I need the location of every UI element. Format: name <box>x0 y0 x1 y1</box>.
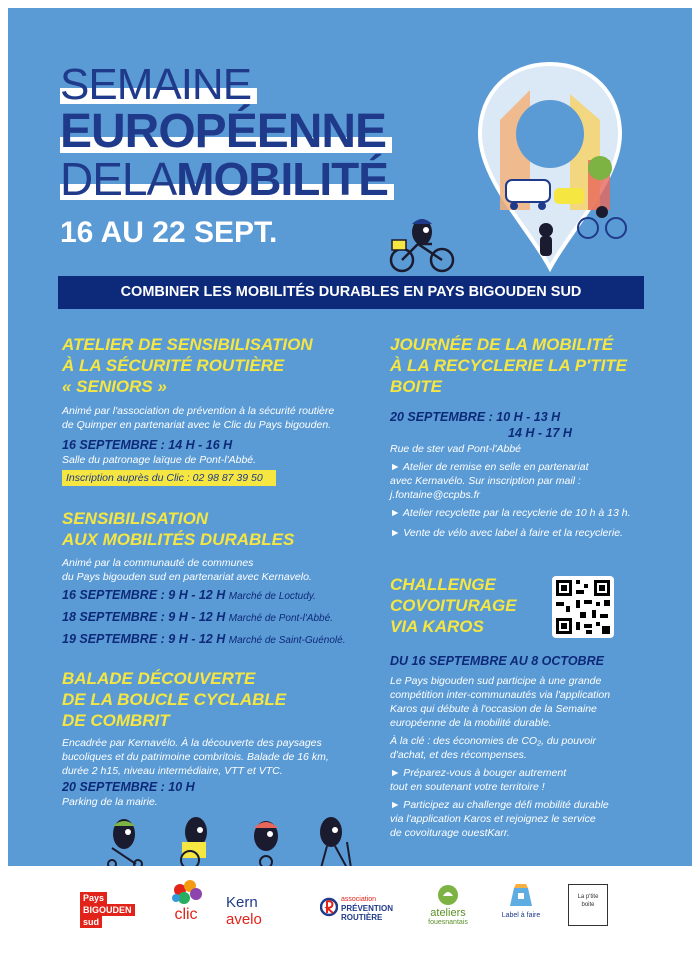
balade-date: 20 SEPTEMBRE : 10 H <box>62 780 195 794</box>
balade-description: Encadrée par Kernavélo. À la découverte des paysages bucoliques et du patrimoine combritois. Balade de 16 km, durée 2 h15, niveau intermédiaire, VTT et VTC. <box>62 737 329 777</box>
logo-recyclerie: La p'tite boite <box>568 884 608 926</box>
journee-bullet-2: ► Atelier recyclette par la recyclerie de 10 h à 13 h. <box>390 507 631 519</box>
atelier-securite-date: 16 SEPTEMBRE : 14 H - 16 H <box>62 438 233 452</box>
banner-title: COMBINER LES MOBILITÉS DURABLES EN PAYS BIGOUDEN SUD <box>58 276 644 309</box>
event-dates: 16 AU 22 SEPT. <box>60 216 278 249</box>
heading-sensibilisation: SENSIBILISATION AUX MOBILITÉS DURABLES <box>62 509 295 549</box>
journee-bullet-3: ► Vente de vélo avec label à faire et la recyclerie. <box>390 527 623 539</box>
logo-kernavelo: Kern avelo <box>226 894 262 928</box>
journee-date-2: 14 H - 17 H <box>508 426 572 440</box>
title-line-1: SEMAINE <box>60 60 251 110</box>
sensibilisation-date-1: 16 SEPTEMBRE : 9 H - 12 H Marché de Loctudy. <box>62 588 316 602</box>
logo-ateliers-fouesnantais: ateliers fouesnantais <box>420 884 476 926</box>
poster <box>8 8 692 866</box>
cyclist-character-icon <box>388 214 458 274</box>
map-pin-illustration <box>470 60 630 274</box>
title-line-2: EUROPÉENNE <box>60 104 386 159</box>
qr-code-icon[interactable] <box>552 576 614 638</box>
heading-challenge: CHALLENGE COVOITURAGE VIA KAROS <box>390 575 517 636</box>
atelier-securite-description: Animé par l'association de prévention à la sécurité routière de Quimper en partenariat avec le Clic du Pays bigouden. <box>62 405 335 431</box>
sensibilisation-date-2: 18 SEPTEMBRE : 9 H - 12 H Marché de Pont-l'Abbé. <box>62 610 333 624</box>
heading-journee-mobilite: JOURNÉE DE LA MOBILITÉ À LA RECYCLERIE LA P'TITE BOITE <box>390 335 628 396</box>
sensibilisation-date-3: 19 SEPTEMBRE : 9 H - 12 H Marché de Saint-Guénolé. <box>62 632 346 646</box>
journee-date-1: 20 SEPTEMBRE : 10 H - 13 H <box>390 410 561 424</box>
inscription-badge: Inscription auprès du Clic : 02 98 87 39 50 <box>62 470 276 486</box>
sensibilisation-description: Animé par la communauté de communes du Pays bigouden sud en partenariat avec Kernavelo. <box>62 557 312 583</box>
logo-clic: clic <box>164 878 208 924</box>
challenge-bullet-2: ► Participez au challenge défi mobilité durable via l'application Karos et rejoignez le service de covoiturage ouestKarr. <box>390 799 609 839</box>
challenge-key: À la clé : des économies de CO₂, du pouvoir d'achat, et des récompenses. <box>390 735 596 761</box>
journee-bullet-1: ► Atelier de remise en selle en partenariat avec Kernavélo. Sur inscription par mail : j.fontaine@ccpbs.fr <box>390 461 589 501</box>
challenge-date: DU 16 SEPTEMBRE AU 8 OCTOBRE <box>390 654 604 668</box>
challenge-bullet-1: ► Préparez-vous à bouger autrement tout en soutenant votre territoire ! <box>390 767 567 793</box>
logo-label-a-faire: Label à faire <box>494 880 548 919</box>
atelier-securite-place: Salle du patronage laïque de Pont-l'Abbé. <box>62 454 257 466</box>
heading-atelier-securite: ATELIER DE SENSIBILISATION À LA SÉCURITÉ ROUTIÈRE « SENIORS » <box>62 335 313 396</box>
partner-logos <box>8 866 692 963</box>
journee-place: Rue de ster vad Pont-l'Abbé <box>390 443 521 455</box>
heading-balade: BALADE DÉCOUVERTE DE LA BOUCLE CYCLABLE DE COMBRIT <box>62 669 287 730</box>
logo-pays-bigouden-sud: Pays BIGOUDEN sud <box>80 892 142 928</box>
characters-illustration <box>102 812 372 866</box>
challenge-description: Le Pays bigouden sud participe à une grande compétition inter-communautés via l'application Karos qui débute à l'occasion de la Semaine européenne de la mobilité durable. <box>390 675 611 729</box>
balade-place: Parking de la mairie. <box>62 796 158 808</box>
title-line-3: DELAMOBILITÉ <box>60 152 388 206</box>
logo-prevention-routiere: association PRÉVENTION ROUTIÈRE <box>320 896 404 922</box>
